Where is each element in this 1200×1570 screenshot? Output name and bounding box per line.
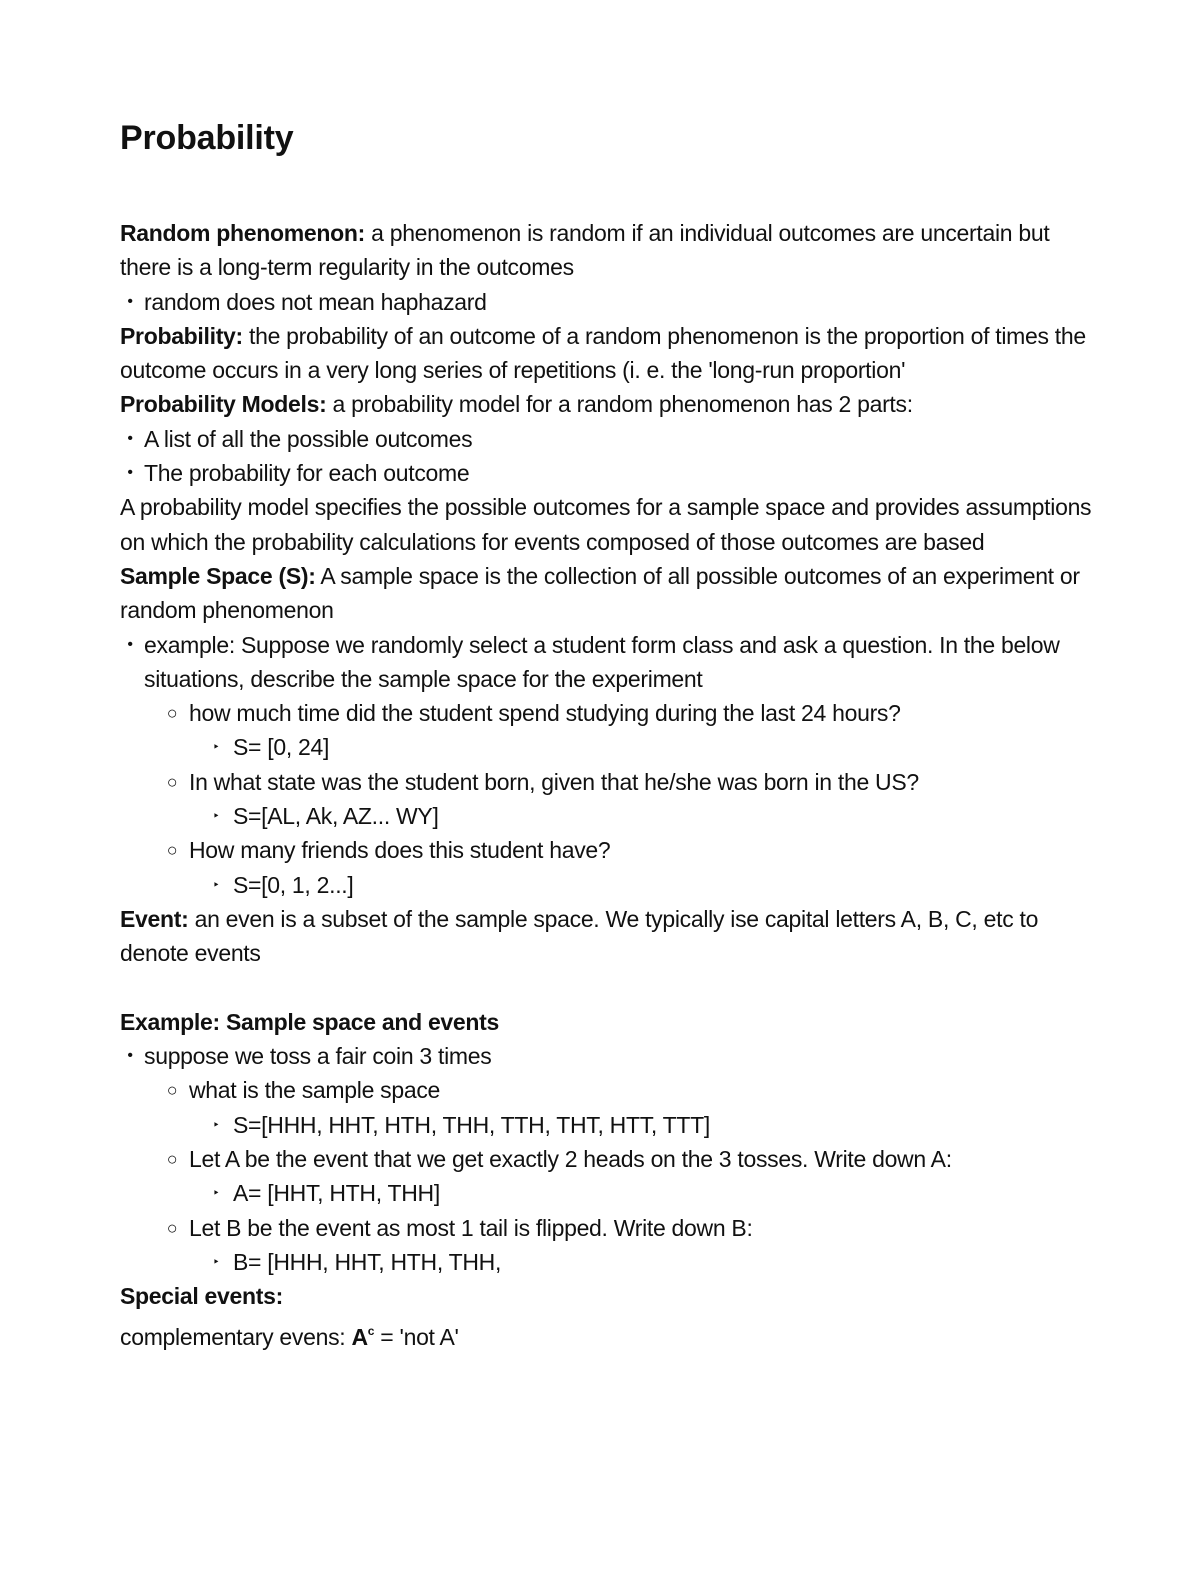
list-item (120, 868, 1100, 902)
list-item (120, 696, 1100, 730)
definition-sample-space (120, 559, 1100, 628)
bullet-icon: • (127, 429, 133, 447)
circle-bullet-icon: ○ (166, 771, 178, 792)
list-item-text: suppose we toss a fair coin 3 times (144, 1043, 492, 1070)
list-item-text: In what state was the student born, given that he/she was born in the US? (189, 768, 919, 795)
list-item (120, 628, 1100, 697)
list-item-text: Let B be the event as most 1 tail is flipped. Write down B: (189, 1214, 753, 1241)
circle-bullet-icon: ○ (166, 1217, 178, 1238)
bullet-icon: • (127, 635, 133, 653)
definition-random-phenomenon (120, 216, 1100, 285)
definition-text: a probability model for a random phenomenon has 2 parts: (326, 391, 913, 418)
arrow-bullet-icon: ‣ (212, 809, 220, 824)
definition-text: the probability of an outcome of a random phenomenon is the proportion of times the outcome occurs in a very long series of repetitions (i. e. the 'long-run proportion' (120, 322, 1086, 384)
term-event: Event: (120, 905, 189, 932)
circle-bullet-icon: ○ (166, 1149, 178, 1170)
complement-superscript: c (367, 1323, 375, 1338)
bullet-icon: • (127, 464, 133, 482)
complement-suffix: = 'not A' (374, 1323, 459, 1350)
circle-bullet-icon: ○ (166, 840, 178, 861)
arrow-bullet-icon: ‣ (212, 740, 220, 755)
special-events-heading: Special events: (120, 1283, 283, 1310)
definition-text: an even is a subset of the sample space. We typically ise capital letters A, B, C, etc to denote events (120, 905, 1039, 967)
list-item (120, 1176, 1100, 1210)
list-item-text: S=[HHH, HHT, HTH, THH, TTH, THT, HTT, TTT] (233, 1111, 711, 1138)
list-item (120, 1211, 1100, 1245)
list-item (120, 1245, 1100, 1279)
definition-text: A sample space is the collection of all possible outcomes of an experiment or random phenomenon (120, 562, 1080, 624)
definition-probability (120, 319, 1100, 388)
list-item-text: A list of all the possible outcomes (144, 425, 473, 452)
list-item-text: The probability for each outcome (144, 460, 470, 487)
complementary-events-line (120, 1314, 1100, 1354)
list-item (120, 456, 1100, 490)
list-item (120, 1142, 1100, 1176)
list-item-text: S= [0, 24] (233, 734, 330, 761)
list-item (120, 1039, 1100, 1073)
list-item-text: Let A be the event that we get exactly 2 heads on the 3 tosses. Write down A: (189, 1146, 952, 1173)
complement-symbol: A (351, 1323, 368, 1350)
list-item (120, 833, 1100, 867)
document-page (120, 112, 1100, 1354)
page-title: Probability (120, 119, 294, 157)
spacer (120, 164, 1100, 216)
probability-model-summary: A probability model specifies the possible outcomes for a sample space and provides assumptions on which the probability calculations for events composed of those outcomes are based (120, 494, 1092, 555)
definition-probability-models (120, 387, 1100, 421)
arrow-bullet-icon: ‣ (212, 877, 220, 892)
complement-prefix: complementary evens: (120, 1323, 352, 1350)
list-item-text: S=[0, 1, 2...] (233, 871, 354, 898)
list-item (120, 285, 1100, 319)
list-item-text: example: Suppose we randomly select a student form class and ask a question. In the below situations, describe the sample space for the experiment (144, 631, 1060, 692)
list-item (120, 765, 1100, 799)
example-heading: Example: Sample space and events (120, 1008, 500, 1035)
circle-bullet-icon: ○ (166, 1080, 178, 1101)
arrow-bullet-icon: ‣ (212, 1117, 220, 1132)
list-item (120, 422, 1100, 456)
term-random-phenomenon: Random phenomenon: (120, 220, 366, 246)
term-probability-models: Probability Models: (120, 391, 327, 418)
arrow-bullet-icon: ‣ (212, 1186, 220, 1201)
list-item-text: How many friends does this student have? (189, 837, 611, 864)
bullet-icon: • (127, 1047, 133, 1065)
list-item (120, 799, 1100, 833)
list-item-text: A= [HHT, HTH, THH] (233, 1180, 440, 1207)
definition-text: a phenomenon is random if an individual outcomes are uncertain but there is a long-term regularity in the outcomes (120, 220, 1050, 281)
arrow-bullet-icon: ‣ (212, 1254, 220, 1269)
bullet-icon: • (127, 292, 133, 310)
list-item-text: how much time did the student spend studying during the last 24 hours? (189, 700, 901, 727)
definition-event (120, 902, 1100, 971)
term-probability: Probability: (120, 322, 243, 349)
list-item (120, 1073, 1100, 1107)
list-item-text: B= [HHH, HHT, HTH, THH, (233, 1248, 502, 1275)
list-item-text: random does not mean haphazard (144, 288, 487, 315)
spacer (120, 971, 1100, 1005)
list-item-text: what is the sample space (189, 1077, 441, 1104)
list-item (120, 730, 1100, 764)
circle-bullet-icon: ○ (166, 703, 178, 724)
term-sample-space: Sample Space (S): (120, 562, 316, 589)
list-item (120, 1108, 1100, 1142)
list-item-text: S=[AL, Ak, AZ... WY] (233, 803, 439, 830)
